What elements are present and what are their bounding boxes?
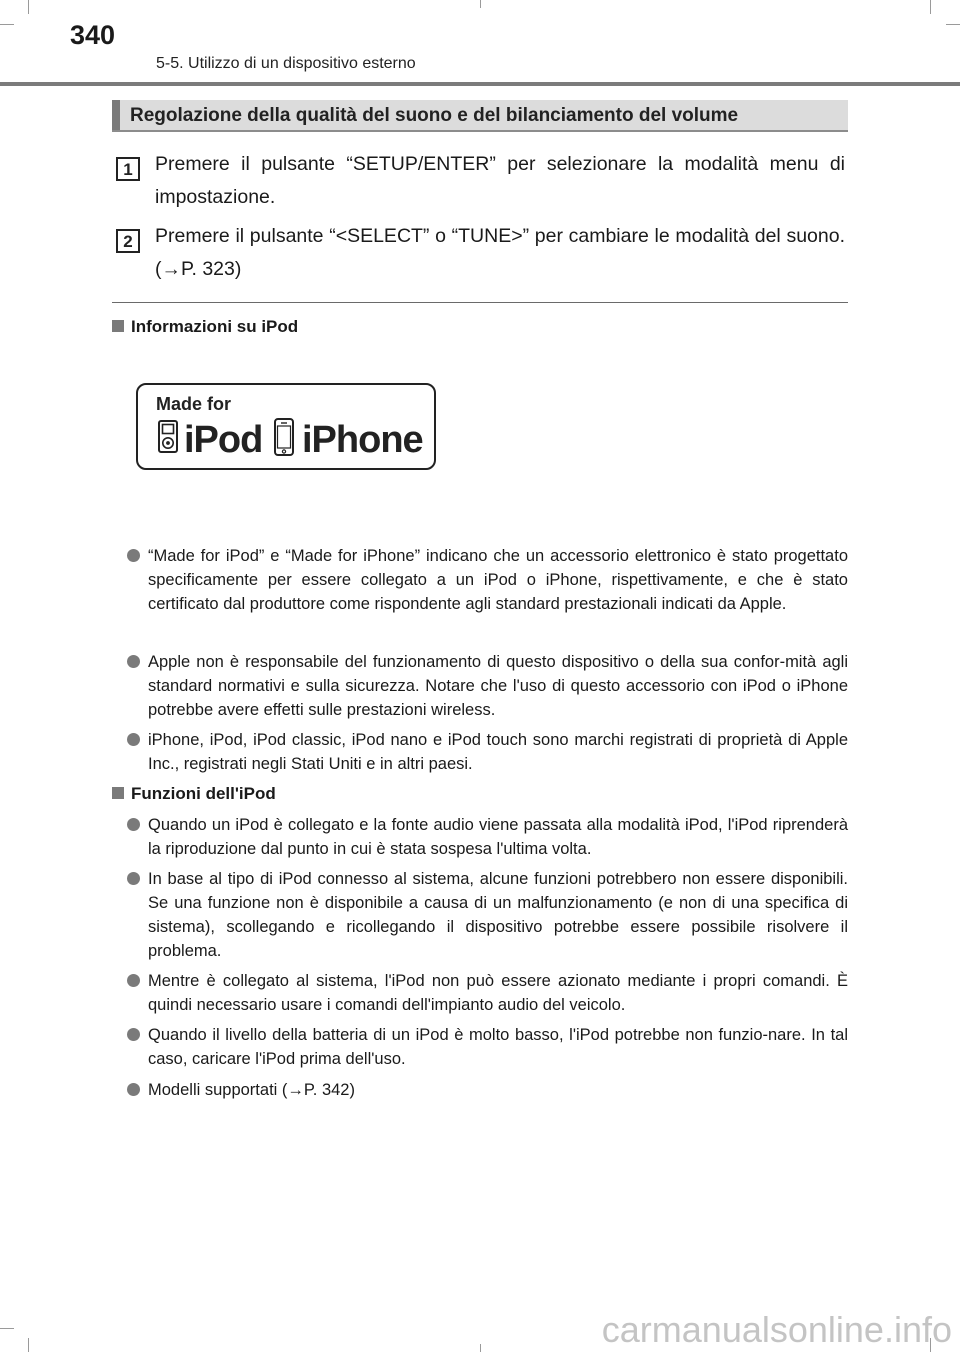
section-title: Regolazione della qualità del suono e del bilanciamento del volume [130,105,739,126]
bullet-item: iPhone, iPod, iPod classic, iPod nano e iPod touch sono marchi registrati di proprietà di Apple Inc., registrati negli Stati Uniti e in altri paesi. [148,731,848,773]
page-number: 340 [70,20,116,50]
bullet-dot-icon [127,1028,140,1041]
bullet-item: Quando il livello della batteria di un iPod è molto basso, l'iPod potrebbe non funzio-nare. In tal caso, caricare l'iPod prima dell'uso. [148,1026,848,1068]
square-bullet-icon [112,320,124,332]
square-bullet-icon [112,787,124,799]
bullet-item: In base al tipo di iPod connesso al sistema, alcune funzioni potrebbero non essere disponibili. Se una funzione non è disponibile a causa di un malfunzionamento (e non di una specifica di sistema), scollegando e ricollegando il dispositivo potrebbe essere possibile risolvere il problema. [148,870,848,960]
watermark: carmanualsonline.info [601,1309,952,1350]
bullet-dot-icon [127,818,140,831]
page-header [0,0,960,88]
bullet-item: Apple non è responsabile del funzionamento di questo dispositivo o della sua confor-mità agli standard normativi e sulla sicurezza. Notare che l'uso di questo accessorio con iPod o iPhone potrebbe avere effetti sulle prestazioni wireless. [148,653,848,719]
subheading-ipod-functions [112,784,276,804]
ipod-icon [158,420,178,453]
crop-mark [0,1328,14,1329]
logo-iphone-text: iPhone [302,419,423,461]
running-head: 5-5. Utilizzo di un dispositivo esterno [156,55,416,72]
bullet-dot-icon [127,872,140,885]
header-rule [0,82,960,86]
step-text: Premere il pulsante “<SELECT” o “TUNE>” per cambiare le modalità del suono. (→P. 323) [155,225,845,280]
crop-mark [480,1344,481,1352]
logo-made-for: Made for [156,394,232,414]
bullet-dot-icon [127,733,140,746]
subheading-text: Informazioni su iPod [131,317,299,336]
step-number-badge: 2 [116,229,140,253]
subheading-text: Funzioni dell'iPod [131,784,276,803]
bullet-item: Mentre è collegato al sistema, l'iPod non può essere azionato mediante i propri comandi. È quindi necessario usare i comandi dell'impianto audio del veicolo. [148,972,848,1014]
subheading-ipod-info [112,317,298,337]
crop-mark [28,1338,29,1352]
made-for-ipod-iphone-logo [136,383,436,470]
bullet-item: Modelli supportati (→P. 342) [148,1081,355,1099]
bullet-dot-icon [127,655,140,668]
section-title-bar [112,100,848,132]
step-text: Premere il pulsante “SETUP/ENTER” per selezionare la modalità menu di impostazione. [155,153,845,208]
section-divider [112,302,848,303]
iphone-icon [274,418,294,456]
bullet-item: “Made for iPod” e “Made for iPhone” indicano che un accessorio elettronico è stato progettato specificamente per essere collegato a un iPod o iPhone, rispettivamente, e che è stato certificato dal produttore come rispondente agli standard prestazionali indicati da Apple. [148,547,848,613]
step-number-badge: 1 [116,157,140,181]
logo-ipod-text: iPod [184,419,263,461]
bullet-dot-icon [127,549,140,562]
bullet-dot-icon [127,1083,140,1096]
bullet-dot-icon [127,974,140,987]
bullet-item: Quando un iPod è collegato e la fonte audio viene passata alla modalità iPod, l'iPod riprenderà la riproduzione dal punto in cui è stata sospesa l'ultima volta. [148,816,848,858]
